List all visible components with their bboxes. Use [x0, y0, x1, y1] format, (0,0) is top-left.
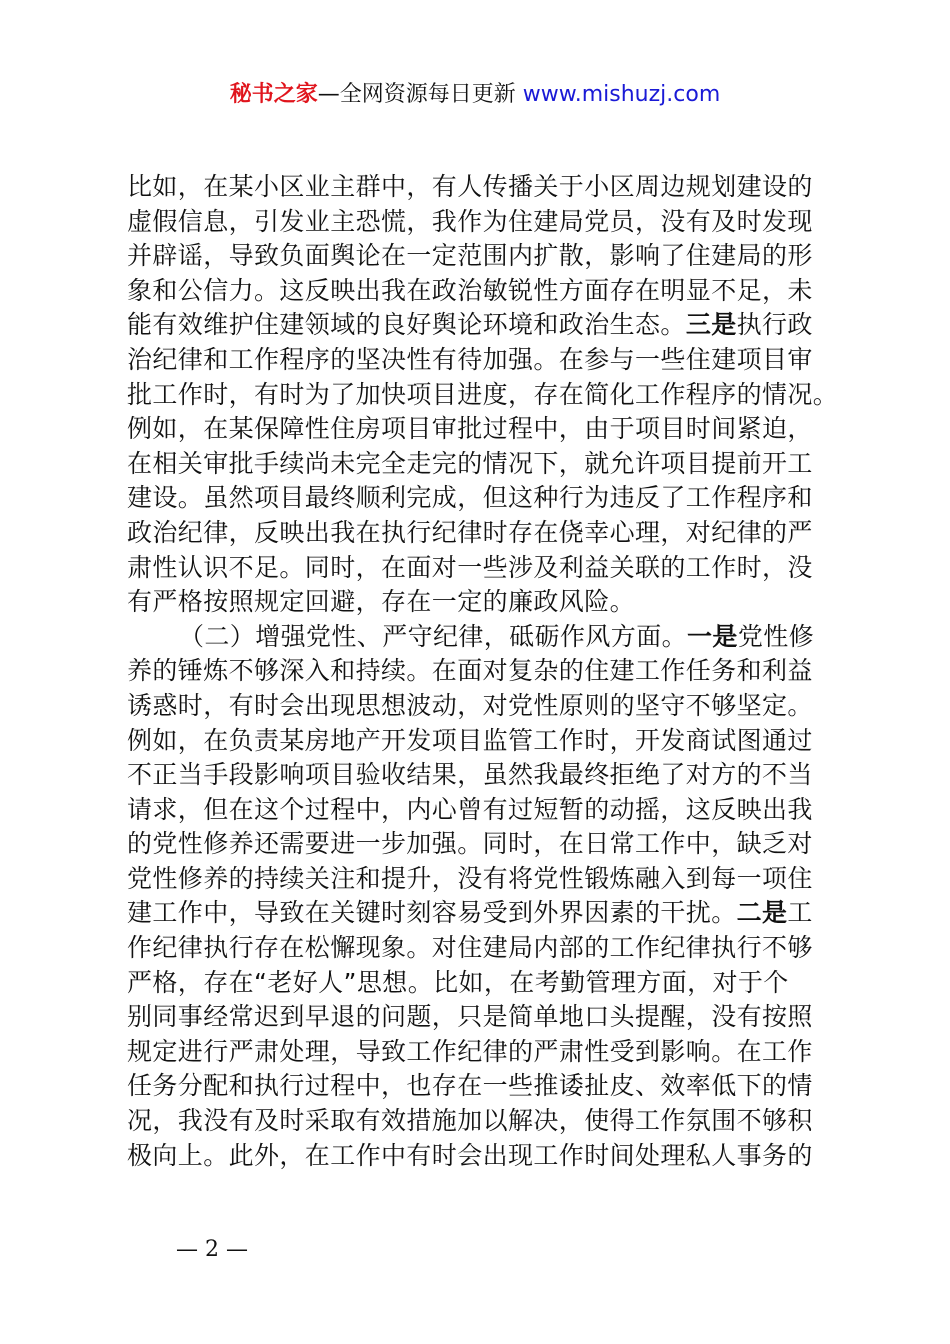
site-tagline: —全网资源每日更新: [317, 82, 523, 107]
text-line: 不正当手段影响项目验收结果，虽然我最终拒绝了对方的不当: [127, 760, 813, 790]
text-line: 党性修养的持续关注和提升，没有将党性锻炼融入到每一项住: [127, 863, 813, 893]
text-line: 况，我没有及时采取有效措施加以解决，使得工作氛围不够积: [127, 1106, 813, 1136]
text-line: 批工作时，有时为了加快项目进度，存在简化工作程序的情况。: [127, 379, 839, 409]
text-line: 并辟谣，导致负面舆论在一定范围内扩散，影响了住建局的形: [127, 241, 813, 271]
text-line: 作纪律执行存在松懈现象。对住建局内部的工作纪律执行不够: [127, 933, 813, 963]
bold-marker: 三是: [685, 310, 737, 340]
text-line: 建设。虽然项目最终顺利完成，但这种行为违反了工作程序和: [127, 483, 813, 513]
text-line: 任务分配和执行过程中，也存在一些推诿扯皮、效率低下的情: [127, 1071, 813, 1101]
text-line: 极向上。此外，在工作中有时会出现工作时间处理私人事务的: [127, 1140, 813, 1170]
text-line: 比如，在某小区业主群中，有人传播关于小区周边规划建设的: [127, 172, 813, 201]
bold-marker: 二是: [736, 898, 788, 928]
section-heading-line: （二）增强党性、严守纪律，砥砺作风方面。一是党性修: [179, 621, 815, 651]
text-line: 严格，存在“老好人”思想。比如，在考勤管理方面，对于个: [127, 967, 789, 997]
text-line: 例如，在负责某房地产开发项目监管工作时，开发商试图通过: [127, 725, 813, 755]
text-line: 请求，但在这个过程中，内心曾有过短暂的动摇，这反映出我: [127, 794, 813, 824]
text-line: 象和公信力。这反映出我在政治敏锐性方面存在明显不足，未: [127, 275, 813, 305]
text-line: 肃性认识不足。同时，在面对一些涉及利益关联的工作时，没: [127, 552, 813, 582]
text-line: 的党性修养还需要进一步加强。同时，在日常工作中，缺乏对: [127, 829, 813, 859]
text-line: 治纪律和工作程序的坚决性有待加强。在参与一些住建项目审: [127, 344, 813, 374]
text-line: 诱惑时，有时会出现思想波动，对党性原则的坚守不够坚定。: [127, 690, 813, 720]
text-line: 政治纪律，反映出我在执行纪律时存在侥幸心理，对纪律的严: [127, 517, 813, 547]
document-body: [127, 170, 847, 1173]
text-line: 规定进行严肃处理，导致工作纪律的严肃性受到影响。在工作: [127, 1036, 813, 1066]
text-line: 虚假信息，引发业主恐慌，我作为住建局党员，没有及时发现: [127, 206, 813, 236]
text-line: 能有效维护住建领域的良好舆论环境和政治生态。三是执行政: [127, 310, 813, 340]
bold-marker: 一是: [687, 621, 738, 651]
text-line: 有严格按照规定回避，存在一定的廉政风险。: [127, 587, 636, 617]
text-line: 例如，在某保障性住房项目审批过程中，由于项目时间紧迫，: [127, 414, 813, 444]
site-url-link[interactable]: www.mishuzj.com: [522, 82, 721, 107]
site-brand: 秘书之家: [229, 82, 318, 107]
page-number: — 2 —: [176, 1237, 248, 1262]
text-line: 建工作中，导致在关键时刻容易受到外界因素的干扰。二是工: [127, 898, 813, 928]
text-line: 在相关审批手续尚未完全走完的情况下，就允许项目提前开工: [127, 448, 813, 478]
text-line: 别同事经常迟到早退的问题，只是简单地口头提醒，没有按照: [127, 1002, 813, 1032]
site-header: [0, 78, 950, 112]
text-line: 养的锤炼不够深入和持续。在面对复杂的住建工作任务和利益: [127, 656, 813, 686]
